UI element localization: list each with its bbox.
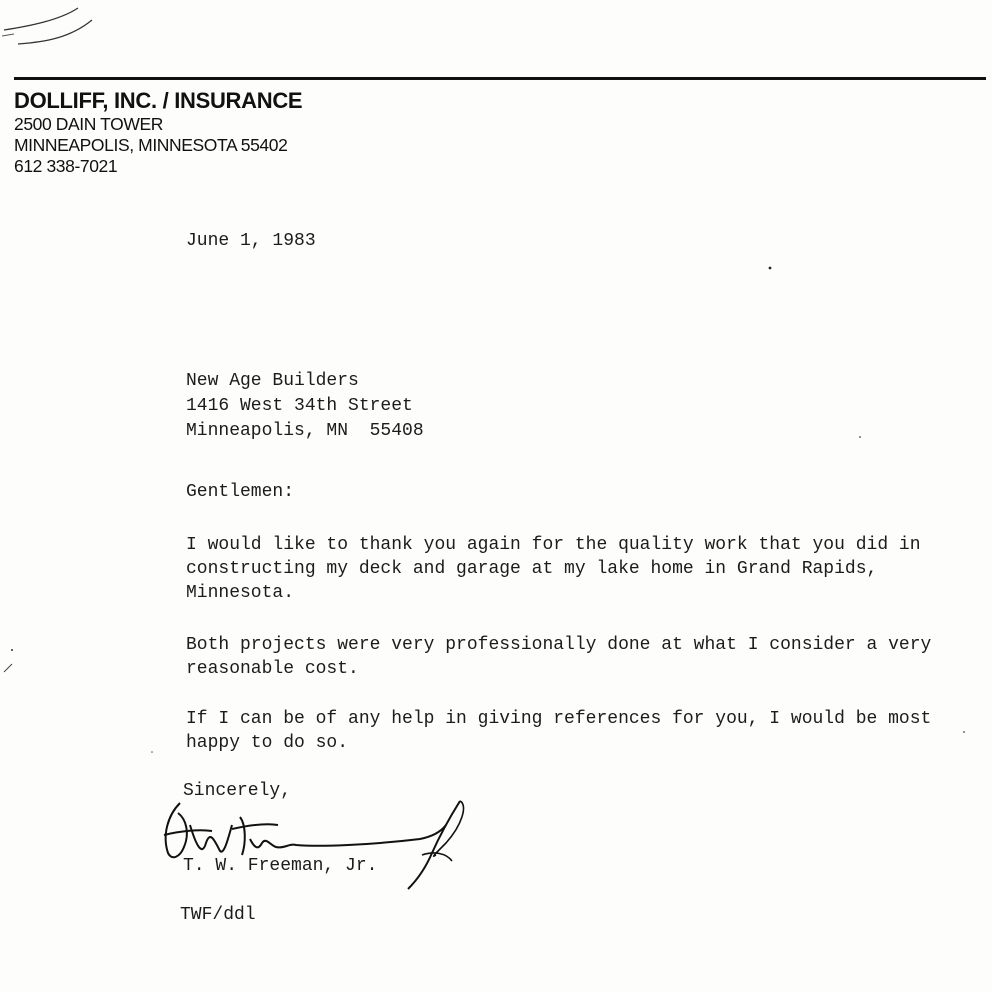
company-name: DOLLIFF, INC. / INSURANCE: [14, 88, 303, 113]
letterhead-rule: [14, 77, 986, 80]
corner-pen-marks: [0, 0, 110, 60]
handwritten-signature: [150, 795, 480, 895]
typist-initials: TWF/ddl: [180, 905, 256, 925]
company-address-line2: MINNEAPOLIS, MINNESOTA 55402: [14, 135, 288, 155]
company-address-line1: 2500 DAIN TOWER: [14, 114, 163, 134]
letterhead: [14, 88, 302, 177]
body-paragraph-1: I would like to thank you again for the quality work that you did in constructing my deck and garage at my lake home in Grand Rapids, Minnesota.: [186, 535, 921, 603]
recipient-city: Minneapolis, MN 55408: [186, 421, 424, 441]
salutation: Gentlemen:: [186, 482, 295, 502]
recipient-block: [186, 369, 424, 444]
body-paragraph-2: Both projects were very professionally done at what I consider a very reasonable cost.: [186, 635, 932, 679]
company-phone: 612 338-7021: [14, 156, 118, 176]
recipient-street: 1416 West 34th Street: [186, 396, 413, 416]
letter-date: June 1, 1983: [186, 231, 316, 251]
recipient-name: New Age Builders: [186, 371, 359, 391]
signer-name: T. W. Freeman, Jr.: [183, 856, 378, 876]
body-paragraph-3: If I can be of any help in giving references for you, I would be most happy to do so.: [186, 709, 932, 753]
closing: Sincerely,: [183, 781, 292, 801]
